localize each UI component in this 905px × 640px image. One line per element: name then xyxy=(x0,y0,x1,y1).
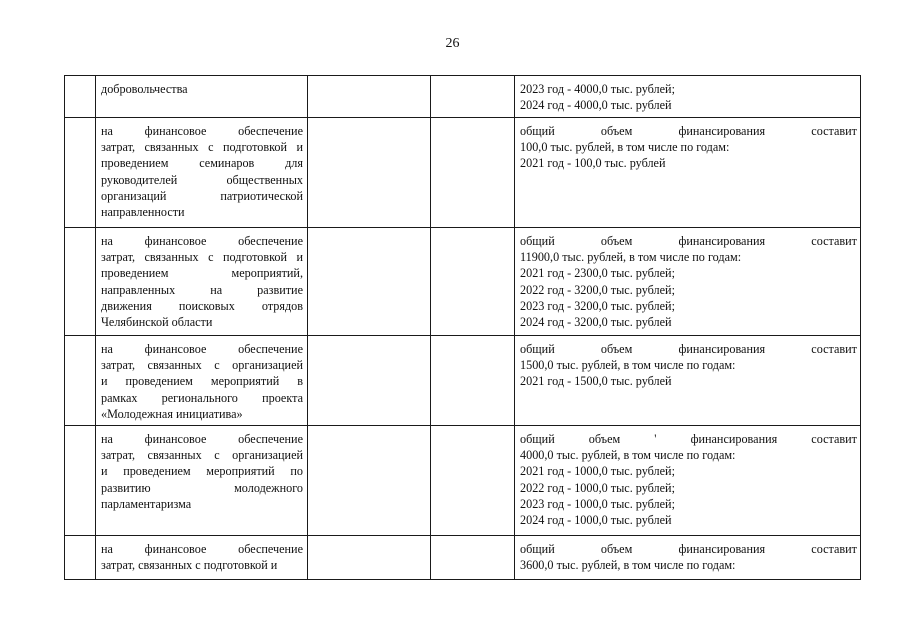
description-line: проведением семинаров для xyxy=(101,156,303,171)
table-row xyxy=(65,426,861,536)
executor-cell xyxy=(308,426,431,536)
financing-line: 2024 год - 4000,0 тыс. рублей xyxy=(520,98,672,113)
financing-line: 2024 год - 1000,0 тыс. рублей xyxy=(520,513,672,528)
description-line: затрат, связанных с подготовкой и xyxy=(101,250,303,265)
description-line: руководителей общественных xyxy=(101,172,303,187)
row-number-cell xyxy=(65,536,96,580)
row-number-cell xyxy=(65,118,96,228)
financing-cell xyxy=(515,536,861,580)
table-row xyxy=(65,118,861,228)
financing-line: 2021 год - 2300,0 тыс. рублей; xyxy=(520,266,675,281)
financing-line: 2022 год - 1000,0 тыс. рублей; xyxy=(520,480,675,495)
row-number-cell xyxy=(65,336,96,426)
description-line: затрат, связанных с подготовкой и xyxy=(101,558,278,573)
row-number-cell xyxy=(65,426,96,536)
description-line: на финансовое обеспечение xyxy=(101,342,303,356)
description-line: рамках регионального проекта xyxy=(101,390,303,405)
description-line: развитию молодежного xyxy=(101,480,303,495)
term-cell xyxy=(431,336,515,426)
financing-line: 2023 год - 3200,0 тыс. рублей; xyxy=(520,298,675,313)
financing-line: 1500,0 тыс. рублей, в том числе по годам: xyxy=(520,358,736,373)
financing-line: 2023 год - 1000,0 тыс. рублей; xyxy=(520,496,675,511)
financing-line: общий объем финансирования составит xyxy=(520,234,857,248)
executor-cell xyxy=(308,76,431,118)
executor-cell xyxy=(308,336,431,426)
financing-line: общий объем финансирования составит xyxy=(520,342,857,356)
executor-cell xyxy=(308,118,431,228)
description-line: направленности xyxy=(101,205,185,220)
description-line: и проведением мероприятий в xyxy=(101,374,303,389)
term-cell xyxy=(431,76,515,118)
financing-line: 3600,0 тыс. рублей, в том числе по годам: xyxy=(520,558,736,573)
measure-description-cell xyxy=(96,228,308,336)
term-cell xyxy=(431,536,515,580)
description-line: Челябинской области xyxy=(101,315,213,330)
program-measures-table xyxy=(64,75,861,580)
row-number-cell xyxy=(65,76,96,118)
description-line: затрат, связанных с организацией xyxy=(101,358,303,373)
financing-line: 100,0 тыс. рублей, в том числе по годам: xyxy=(520,140,730,155)
financing-line: 11900,0 тыс. рублей, в том числе по годам: xyxy=(520,250,742,265)
financing-cell xyxy=(515,426,861,536)
measure-description-cell xyxy=(96,426,308,536)
financing-cell xyxy=(515,76,861,118)
row-number-cell xyxy=(65,228,96,336)
financing-line: 4000,0 тыс. рублей, в том числе по годам: xyxy=(520,448,736,463)
description-line: направленных на развитие xyxy=(101,282,303,297)
table-row xyxy=(65,536,861,580)
financing-line: общий объем ' финансирования составит xyxy=(520,432,857,446)
financing-cell xyxy=(515,228,861,336)
table-body xyxy=(65,76,861,580)
description-line: затрат, связанных с подготовкой и xyxy=(101,140,303,155)
description-line: на финансовое обеспечение xyxy=(101,124,303,138)
financing-line: 2024 год - 3200,0 тыс. рублей xyxy=(520,315,672,330)
financing-line: 2021 год - 100,0 тыс. рублей xyxy=(520,156,666,171)
term-cell xyxy=(431,228,515,336)
term-cell xyxy=(431,426,515,536)
measure-description-cell xyxy=(96,336,308,426)
measure-description-cell xyxy=(96,118,308,228)
financing-line: 2023 год - 4000,0 тыс. рублей; xyxy=(520,82,675,96)
description-line: «Молодежная инициатива» xyxy=(101,406,243,421)
financing-cell xyxy=(515,336,861,426)
financing-line: общий объем финансирования составит xyxy=(520,542,857,556)
financing-line: 2021 год - 1500,0 тыс. рублей xyxy=(520,374,672,389)
table-row xyxy=(65,336,861,426)
financing-line: 2021 год - 1000,0 тыс. рублей; xyxy=(520,464,675,479)
measure-description-cell xyxy=(96,536,308,580)
executor-cell xyxy=(308,536,431,580)
measure-description-cell xyxy=(96,76,308,118)
description-line: добровольчества xyxy=(101,82,188,96)
description-line: проведением мероприятий, xyxy=(101,266,303,281)
term-cell xyxy=(431,118,515,228)
financing-line: 2022 год - 3200,0 тыс. рублей; xyxy=(520,282,675,297)
executor-cell xyxy=(308,228,431,336)
description-line: парламентаризма xyxy=(101,496,192,511)
table-row xyxy=(65,228,861,336)
description-line: на финансовое обеспечение xyxy=(101,234,303,248)
description-line: движения поисковых отрядов xyxy=(101,298,303,313)
description-line: затрат, связанных с организацией xyxy=(101,448,303,463)
description-line: на финансовое обеспечение xyxy=(101,542,303,556)
table-row xyxy=(65,76,861,118)
financing-line: общий объем финансирования составит xyxy=(520,124,857,138)
page-number: 26 xyxy=(445,36,460,51)
description-line: организаций патриотической xyxy=(101,188,303,203)
description-line: на финансовое обеспечение xyxy=(101,432,303,446)
financing-cell xyxy=(515,118,861,228)
description-line: и проведением мероприятий по xyxy=(101,464,303,479)
